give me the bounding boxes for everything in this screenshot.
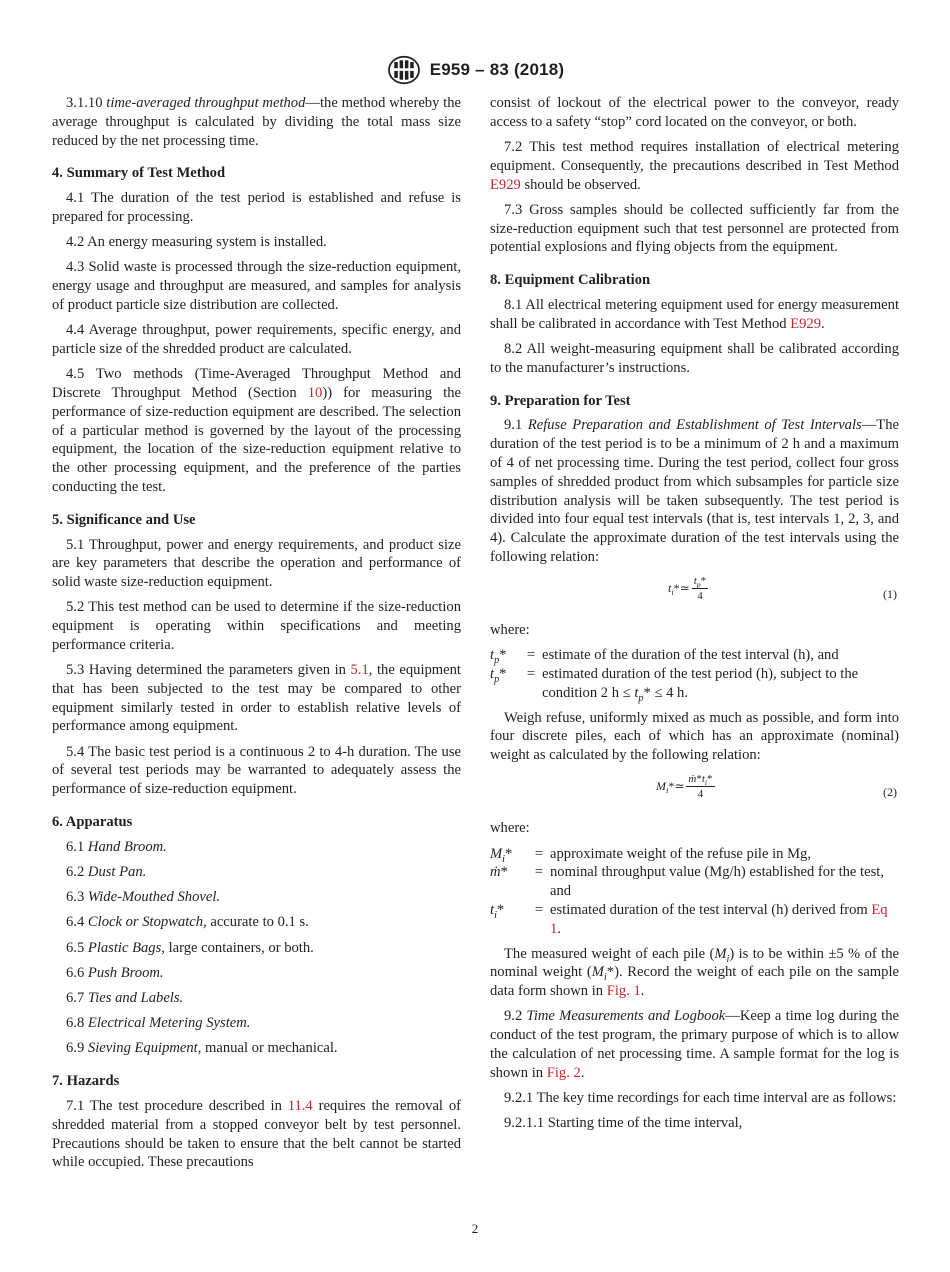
apparatus-item: 6.2 Dust Pan. (66, 864, 147, 881)
paragraph-5-1: 5.1 Throughput, power and energy requirements, and product size are key parameters that describe the operation and performance of solid waste size-reduction equipment. (52, 536, 461, 591)
paragraph-7-2: 7.2 This test method requires installation of electrical metering equipment. Consequently, the precautions described in Test Method E929 should be observed. (490, 138, 899, 193)
apparatus-item: 6.9 Sieving Equipment, manual or mechanical. (66, 1040, 338, 1057)
equation-2-definitions (490, 845, 899, 939)
paragraph-7-1: 7.1 The test procedure described in 11.4 requires the removal of shredded material from a stopped conveyor belt by test personnel. Precautions should be taken to ensure that the belt cannot be started while occupied. These precautions (52, 1097, 461, 1171)
paragraph-weigh-refuse: Weigh refuse, uniformly mixed as much as possible, and form into four discrete piles, each of which has an approximate (nominal) weight as calculated by the following relation: (490, 709, 899, 764)
equation-1-number: (1) (883, 587, 897, 602)
definition-row: $M_i*$ = approximate weight of the refuse pile in Mg, (490, 845, 811, 865)
paragraph-8-1: 8.1 All electrical metering equipment used for energy measurement shall be calibrated in accordance with Test Method E929. (490, 296, 899, 332)
term-time-averaged: time-averaged throughput method (106, 95, 306, 111)
definition-row: $t_p*$ = estimate of the duration of the test interval (h), and (490, 647, 839, 667)
paragraph-9-1: 9.1 Refuse Preparation and Establishment of Test Intervals—The duration of the test period is to be a minimum of 2 h and a maximum of 4 of net processing time. During the test period, collect four gross samples of shredded product from which subsamples for particle size distribution analysis will be taken subsequently. The test period is divided into four equal test intervals (that is, test intervals 1, 2, 3, and 4). Calculate the approximate duration of the test intervals using the following relation: (490, 417, 899, 565)
right-column (490, 94, 899, 1139)
paragraph-4-5: 4.5 Two methods (Time-Averaged Throughput Method and Discrete Throughput Method (Section 10)) for measuring the performance of size-reduction equipment are described. The selection of a particular method is governed by the layout of the processing equipment, the location of the size-reduction equipment relative to the other processing equipment, and the preference of the parties conducting the test. (52, 366, 462, 495)
paragraph-4-3: 4.3 Solid waste is processed through the size-reduction equipment, energy usage and throughput are measured, and samples for analysis of product particle size distribution are collected. (52, 259, 461, 313)
paragraph-9-2: 9.2 Time Measurements and Logbook—Keep a time log during the conduct of the test program, the primary purpose of which is to allow the calculation of net processing time. A sample format for the log is shown in Fig. 2. (490, 1008, 900, 1081)
equation-2 (490, 771, 899, 811)
section-7-heading: 7. Hazards (52, 1073, 120, 1090)
apparatus-item: 6.1 Hand Broom. (66, 838, 167, 855)
definition-row: $t_i*$ = estimated duration of the test interval (h) derived from Eq 1. (490, 902, 888, 937)
apparatus-list (52, 838, 461, 1058)
section-10-link[interactable]: 10 (307, 384, 323, 401)
equation-2-formula: $M_i*≃$ $\frac{ṁ*t_i*}{4}$ (656, 773, 713, 801)
paragraph-5-3: 5.3 Having determined the parameters given in 5.1, the equipment that has been subjected to the test may be compared to other equipment similarly tested in order to establish relative levels of performance among equipment. (52, 662, 461, 735)
equation-2-number: (2) (883, 785, 897, 800)
paragraph-7-1-continued: consist of lockout of the electrical power to the conveyor, ready access to a safety “stop” cord located on the conveyor, or both. (490, 95, 899, 130)
definition-row: ṁ* = nominal throughput value (Mg/h) established for the test, and (490, 864, 884, 900)
apparatus-item: 6.8 Electrical Metering System. (66, 1015, 251, 1032)
paragraph-measured-weight: The measured weight of each pile $(M_i)$ is to be within ±5 % of the nominal weight $(M_i*)$. Record the weight of each pile on the sample data form shown in Fig. 1. (490, 945, 899, 1000)
paragraph-9-2-1-1: 9.2.1.1 Starting time of the time interval, (504, 1115, 743, 1132)
paragraph-7-3: 7.3 Gross samples should be collected sufficiently far from the size-reduction equipment such that test personnel are protected from potential explosions and flying objects from the equipment. (490, 201, 899, 256)
fig-2-link[interactable]: Fig. 2 (546, 1064, 581, 1081)
section-5-1-link[interactable]: 5.1 (350, 662, 369, 679)
paragraph-8-2: 8.2 All weight-measuring equipment shall be calibrated according to the manufacturer’s instructions. (490, 340, 899, 376)
where-label: where: (490, 622, 530, 639)
definition-row: $t_p*$ = estimated duration of the test period (h), subject to the condition 2 $h \le t_p* \le 4$ h. (490, 666, 859, 704)
apparatus-item: 6.4 Clock or Stopwatch, accurate to 0.1 s. (66, 914, 309, 931)
equation-1 (490, 573, 899, 613)
section-4-heading: 4. Summary of Test Method (52, 165, 226, 182)
apparatus-item: 6.5 Plastic Bags, large containers, or both. (66, 939, 314, 956)
apparatus-item: 6.3 Wide-Mouthed Shovel. (66, 889, 221, 906)
section-11-4-link[interactable]: 11.4 (287, 1097, 313, 1114)
apparatus-item: 6.7 Ties and Labels. (66, 989, 184, 1006)
paragraph-4-1: 4.1 The duration of the test period is established and refuse is prepared for processing. (52, 190, 461, 225)
section-5-heading: 5. Significance and Use (52, 511, 196, 528)
section-6-heading: 6. Apparatus (52, 814, 133, 831)
left-column (52, 94, 461, 1179)
paragraph-5-4: 5.4 The basic test period is a continuous 2 to 4-h duration. The use of several test periods may be warranted to adequately assess the performance of size-reduction equipment. (52, 743, 461, 798)
document-designation: E959 – 83 (2018) (429, 60, 565, 79)
paragraph-4-4: 4.4 Average throughput, power requirements, specific energy, and particle size of the shredded product are calculated. (52, 322, 461, 357)
paragraph-5-2: 5.2 This test method can be used to determine if the size-reduction equipment is operating within specifications and meeting performance criteria. (52, 599, 461, 653)
e929-link[interactable]: E929 (790, 315, 822, 332)
equation-1-formula: $t_i*≃$ $\frac{t_p*}{4}$ (668, 575, 707, 603)
page-number: 2 (471, 1221, 479, 1236)
paragraph-9-2-1: 9.2.1 The key time recordings for each time interval are as follows: (504, 1089, 897, 1106)
paragraph-4-2: 4.2 An energy measuring system is installed. (66, 234, 327, 251)
page-header (0, 56, 950, 84)
paragraph-3-1-10: 3.1.10 time-averaged throughput method—the method whereby the average throughput is calculated by dividing the total mass size reduced by the net processing time. (52, 95, 461, 149)
astm-logo-icon (386, 55, 422, 85)
apparatus-item: 6.6 Push Broom. (66, 964, 164, 981)
equation-1-definitions (490, 646, 899, 702)
e929-link[interactable]: E929 (490, 176, 521, 193)
eq-1-link[interactable]: Eq 1 (550, 902, 888, 937)
where-label: where: (490, 820, 530, 837)
section-9-heading: 9. Preparation for Test (490, 392, 631, 409)
section-8-heading: 8. Equipment Calibration (490, 272, 651, 289)
fig-1-link[interactable]: Fig. 1 (606, 983, 641, 1000)
